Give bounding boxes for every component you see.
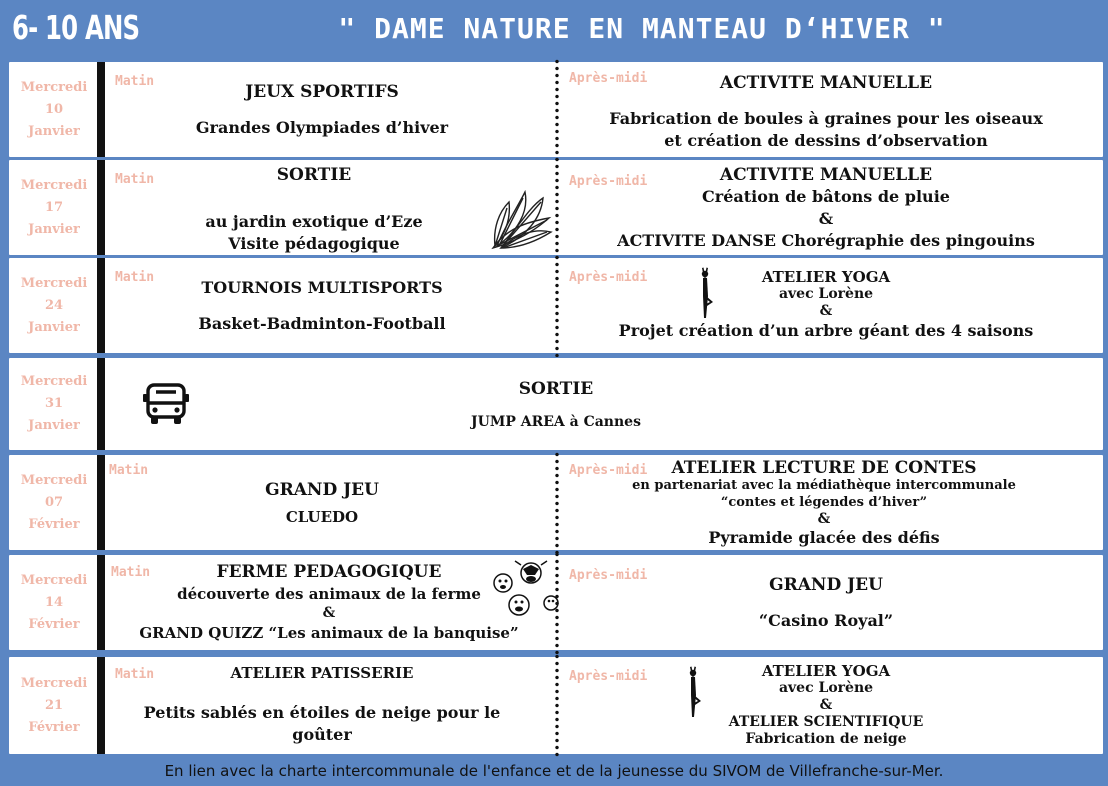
date-month: Février [28, 719, 80, 735]
date-cell [9, 455, 99, 550]
schedule-row [9, 657, 1103, 754]
activity-detail: ATELIER SCIENTIFIQUE [728, 714, 924, 730]
activity-detail: Création de bâtons de pluie [702, 186, 950, 206]
schedule-row [9, 455, 1103, 550]
morning-activity [119, 555, 539, 650]
activity-title: ATELIER LECTURE DE CONTES [671, 457, 977, 478]
date-day: 14 [44, 594, 64, 610]
date-day: 07 [44, 494, 64, 510]
activity-detail: JUMP AREA à Cannes [471, 413, 641, 430]
date-cell [9, 657, 99, 754]
date-weekday: Mercredi [20, 79, 88, 95]
morning-label: Matin [111, 565, 151, 580]
activity-title: GRAND JEU [769, 574, 883, 595]
bus-icon [143, 382, 189, 426]
activity-detail: en partenariat avec la médiathèque intercommunale [632, 477, 1016, 493]
morning-label: Matin [109, 463, 149, 478]
date-day: 31 [44, 396, 64, 411]
activity-title: ATELIER PATISSERIE [230, 664, 414, 682]
row-divider-bar [97, 358, 105, 450]
activity-detail: & [322, 605, 336, 621]
date-cell [9, 62, 99, 157]
activity-detail: Petits sablés en étoiles de neige pour le goûter [143, 703, 501, 744]
farm-animals-icon [491, 557, 559, 625]
morning-label: Matin [115, 270, 155, 285]
afternoon-activity [601, 555, 1051, 650]
afternoon-activity [601, 160, 1051, 255]
activity-detail: Basket-Badminton-Football [198, 313, 446, 333]
afternoon-label: Après-midi [569, 270, 648, 285]
morning-activity [119, 160, 509, 255]
date-month: Janvier [28, 123, 80, 139]
activity-detail: “contes et légendes d’hiver” [720, 494, 928, 510]
activity-detail: & [817, 510, 831, 527]
footer-note: En lien avec la charte intercommunale de l'enfance et de la jeunesse du SIVOM de Villefranche-sur-Mer. [164, 762, 944, 780]
date-cell [9, 160, 99, 255]
activity-title: ACTIVITE MANUELLE [719, 73, 933, 93]
afternoon-label: Après-midi [569, 568, 648, 583]
date-month: Janvier [28, 319, 80, 335]
date-day: 21 [44, 697, 64, 713]
date-weekday: Mercredi [20, 374, 88, 389]
activity-detail: et création de dessins d’observation [664, 131, 988, 150]
row-divider-bar [97, 657, 105, 754]
date-weekday: Mercredi [20, 177, 88, 193]
date-day: 17 [44, 199, 64, 215]
activity-detail: & [819, 697, 833, 713]
dotted-separator [555, 653, 559, 758]
schedule-row [9, 258, 1103, 353]
activity-detail: & [818, 208, 834, 228]
afternoon-label: Après-midi [569, 174, 648, 189]
morning-label: Matin [115, 667, 155, 682]
afternoon-label: Après-midi [569, 669, 648, 684]
row-divider-bar [97, 62, 105, 157]
row-divider-bar [97, 160, 105, 255]
date-cell [9, 258, 99, 353]
morning-activity [119, 62, 525, 157]
date-cell [9, 358, 99, 450]
activity-title: GRAND JEU [265, 480, 379, 500]
row-divider-bar [97, 258, 105, 353]
morning-label: Matin [115, 74, 155, 89]
date-month: Janvier [28, 221, 80, 237]
afternoon-activity [601, 657, 1051, 754]
dotted-separator [555, 451, 559, 554]
morning-activity [119, 258, 525, 353]
morning-activity [119, 455, 525, 550]
activity-title: ATELIER YOGA [761, 268, 891, 286]
activity-detail: Visite pédagogique [228, 234, 400, 253]
schedule-row [9, 160, 1103, 255]
activity-detail: “Casino Royal” [758, 610, 894, 630]
date-weekday: Mercredi [20, 675, 88, 691]
afternoon-label: Après-midi [569, 71, 648, 86]
date-cell [9, 555, 99, 650]
activity-title: SORTIE [276, 165, 352, 185]
activity-title: TOURNOIS MULTISPORTS [201, 277, 443, 297]
dotted-separator [555, 58, 559, 161]
dotted-separator [555, 254, 559, 357]
afternoon-activity [601, 258, 1051, 353]
activity-detail: Fabrication de neige [745, 731, 907, 747]
date-weekday: Mercredi [20, 572, 88, 588]
activity-detail: GRAND QUIZZ “Les animaux de la banquise” [139, 624, 519, 642]
dotted-separator [555, 156, 559, 259]
date-day: 24 [44, 297, 64, 313]
date-month: Février [28, 616, 80, 632]
age-group-heading: 6- 10 ANS [12, 8, 140, 47]
activity-title: ACTIVITE MANUELLE [719, 164, 933, 185]
program-title: " DAME NATURE EN MANTEAU D‘HIVER " [338, 12, 946, 45]
activity-detail: ACTIVITE DANSE Chorégraphie des pingouins [617, 230, 1035, 250]
activity-detail: Fabrication de boules à graines pour les oiseaux [609, 109, 1043, 128]
dotted-separator [555, 551, 559, 654]
row-divider-bar [97, 455, 105, 550]
date-month: Janvier [28, 418, 80, 433]
date-weekday: Mercredi [20, 472, 88, 488]
activity-title: ATELIER YOGA [761, 662, 891, 680]
date-month: Février [28, 516, 80, 532]
row-divider-bar [97, 555, 105, 650]
schedule-row [9, 62, 1103, 157]
activity-detail: & [819, 303, 833, 319]
activity-title: FERME PEDAGOGIQUE [216, 562, 442, 582]
date-day: 10 [44, 101, 64, 117]
date-weekday: Mercredi [20, 275, 88, 291]
schedule-row [9, 358, 1103, 450]
activity-detail: Pyramide glacée des défis [708, 527, 940, 547]
morning-label: Matin [115, 172, 155, 187]
activity-detail: découverte des animaux de la ferme [177, 585, 481, 603]
activity-detail: avec Lorène [778, 680, 874, 696]
leaves-icon [487, 188, 555, 252]
activity-detail: avec Lorène [778, 286, 874, 302]
morning-activity [119, 657, 525, 754]
activity-detail: CLUEDO [285, 508, 359, 526]
afternoon-activity [601, 62, 1051, 157]
activity-title: SORTIE [518, 378, 594, 399]
schedule-row [9, 555, 1103, 650]
afternoon-activity [589, 455, 1059, 550]
fullday-activity [309, 358, 803, 450]
activity-detail: Grandes Olympiades d’hiver [195, 117, 449, 137]
activity-detail: au jardin exotique d’Eze [205, 212, 423, 231]
activity-detail: Projet création d’un arbre géant des 4 saisons [618, 321, 1034, 340]
activity-title: JEUX SPORTIFS [245, 81, 399, 102]
afternoon-label: Après-midi [569, 463, 648, 478]
